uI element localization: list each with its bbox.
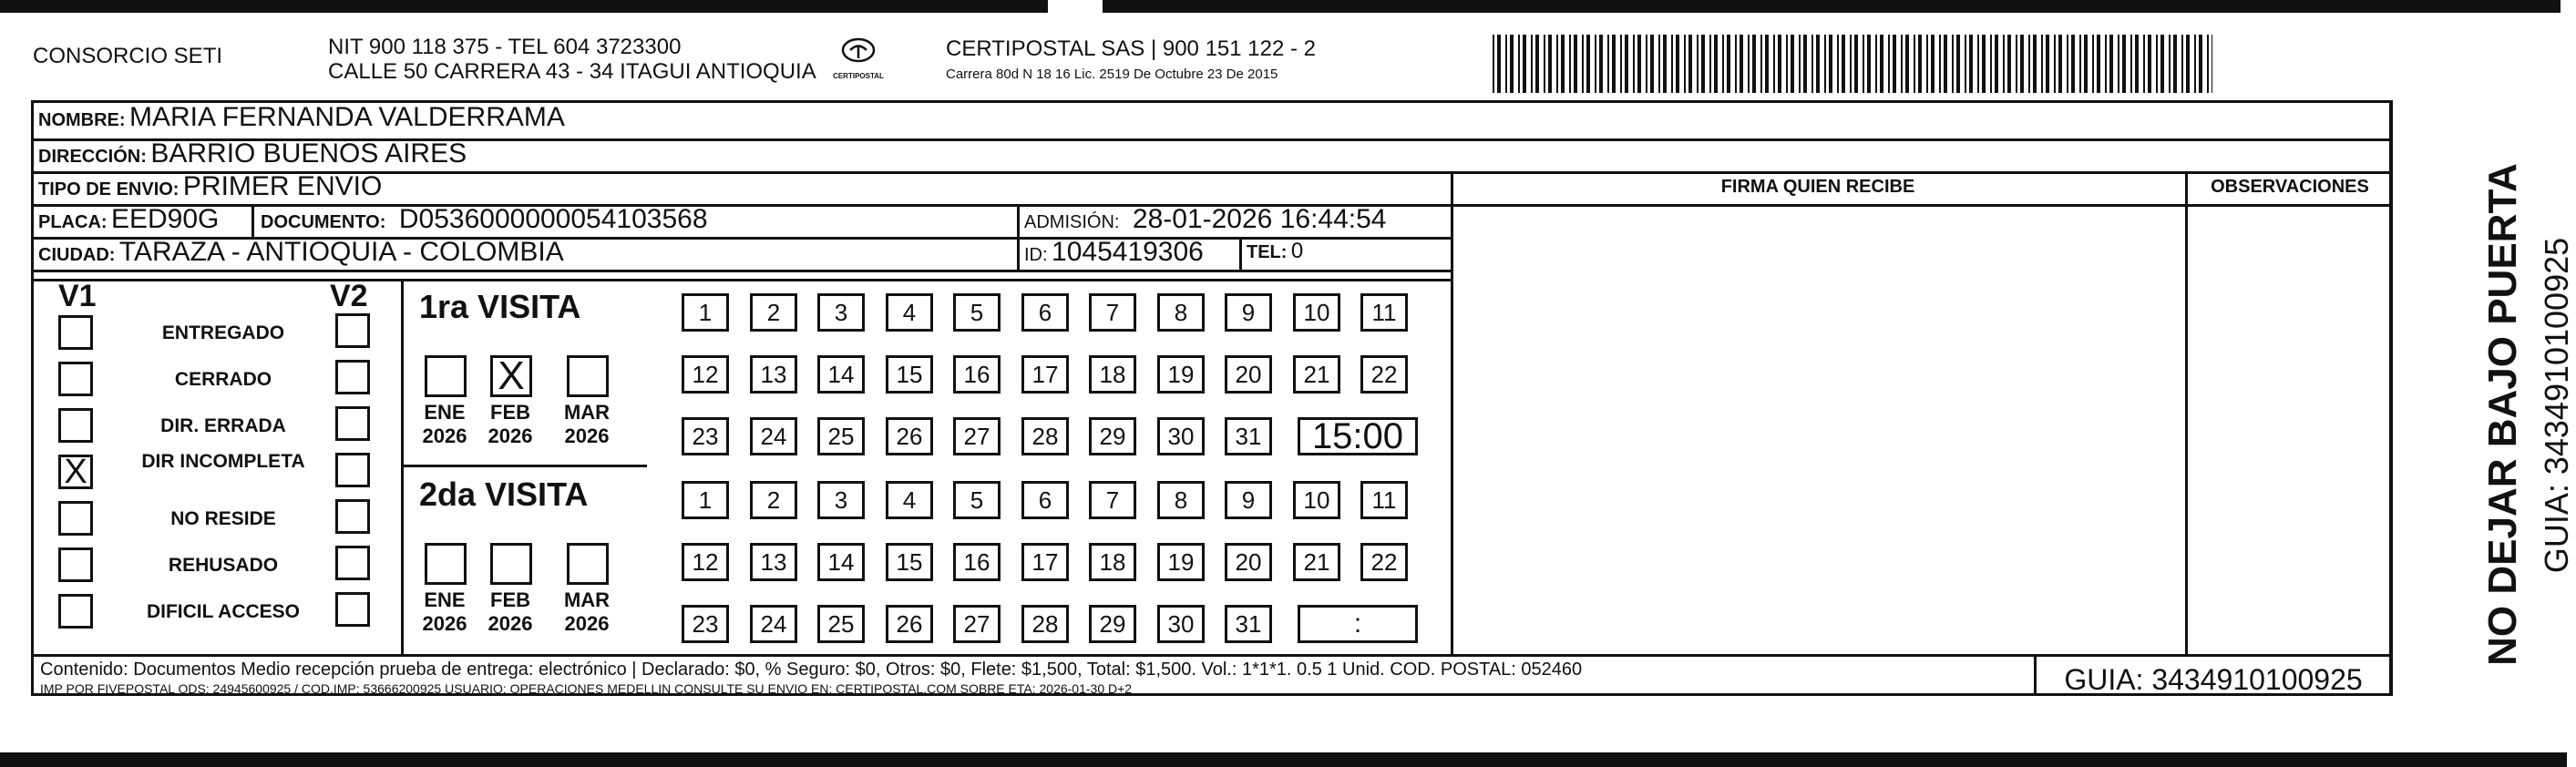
visit1-title: 1ra VISITA	[419, 288, 581, 325]
day-box[interactable]: 11	[1360, 481, 1408, 519]
day-box[interactable]: 19	[1157, 543, 1205, 581]
check-mark-icon: X	[498, 353, 525, 398]
status-v2-checkbox[interactable]	[335, 453, 370, 487]
footer-contenido: Contenido: Documentos Medio recepción prueba de entrega: electrónico | Declarado: $0, % Seguro: $0, Otros: $0, Flete: $1,500, Total: $1,500. Vol.: 1*1*1. 0.5 1 Unid. COD. POSTAL: 052460	[40, 660, 1583, 680]
footer-imp: IMP POR FIVEPOSTAL ODS: 24945600925 / COD.IMP: 53666200925 USUARIO: OPERACIONES MEDELLIN CONSULTE SU ENVIO EN: CERTIPOSTAL.COM SOBRE ETA: 2026-01-30 D+2	[40, 681, 1133, 696]
day-box[interactable]: 13	[750, 543, 797, 581]
tel-row	[1247, 239, 1303, 264]
day-box[interactable]: 25	[817, 417, 865, 455]
day-box[interactable]: 13	[750, 355, 797, 394]
day-box[interactable]: 6	[1021, 481, 1069, 519]
day-box[interactable]: 3	[817, 481, 865, 519]
tipo-value: PRIMER ENVIO	[182, 171, 383, 201]
month-checkbox[interactable]	[490, 355, 532, 397]
v1-header: V1	[58, 279, 97, 313]
col-line	[1451, 171, 1453, 654]
placa-value: EED90G	[111, 204, 220, 234]
day-box[interactable]: 31	[1225, 417, 1272, 455]
month-label	[483, 401, 538, 448]
day-box[interactable]: 19	[1157, 355, 1205, 394]
month-label	[559, 588, 614, 636]
month-year: 2026	[422, 424, 467, 447]
day-box[interactable]: 7	[1089, 293, 1136, 332]
month-checkbox[interactable]	[567, 543, 609, 585]
v2-header: V2	[330, 279, 368, 313]
company-nit-tel: NIT 900 118 375 - TEL 604 3723300	[328, 35, 682, 59]
top-edge-strip-right	[1103, 0, 2561, 13]
day-box[interactable]: 30	[1157, 417, 1205, 455]
day-box[interactable]: 22	[1360, 355, 1408, 394]
month-name: FEB	[490, 588, 530, 611]
tipo-row	[38, 171, 382, 202]
day-box[interactable]: 18	[1089, 355, 1136, 394]
month-name: MAR	[563, 401, 611, 424]
month-label	[483, 588, 538, 636]
month-checkbox[interactable]	[567, 355, 609, 397]
visit2-title: 2da VISITA	[419, 476, 589, 513]
status-label: ENTREGADO	[161, 322, 285, 343]
admision-label: ADMISIÓN:	[1024, 212, 1120, 232]
certipostal-logo	[831, 36, 886, 91]
side-warning: NO DEJAR BAJO PUERTA	[2480, 163, 2525, 666]
day-box[interactable]: 27	[953, 417, 1001, 455]
placa-row	[38, 204, 219, 235]
day-box[interactable]: 16	[953, 543, 1001, 581]
day-box[interactable]: 1	[682, 481, 729, 519]
status-v1-checkbox[interactable]	[58, 408, 93, 443]
status-v1-checkbox[interactable]	[58, 315, 93, 350]
status-label: CERRADO	[174, 369, 272, 390]
visit-divider	[401, 465, 647, 467]
status-label: DIFICIL ACCESO	[146, 601, 300, 622]
month-name: ENE	[424, 588, 466, 611]
month-checkbox[interactable]	[425, 543, 467, 585]
ciudad-value: TARAZA - ANTIOQUIA - COLOMBIA	[118, 237, 564, 267]
footer-line	[31, 654, 2393, 657]
day-box[interactable]: 6	[1021, 293, 1069, 332]
visit1-time[interactable]: 15:00	[1298, 417, 1418, 455]
day-box[interactable]: 11	[1360, 293, 1408, 332]
day-box[interactable]: 26	[886, 417, 933, 455]
admision-row	[1024, 204, 1386, 235]
direccion-label: DIRECCIÓN:	[38, 147, 147, 167]
row-line	[31, 171, 2393, 174]
month-label	[417, 401, 472, 448]
month-year: 2026	[564, 424, 610, 447]
day-box[interactable]: 5	[953, 293, 1001, 332]
status-v2-checkbox[interactable]	[335, 406, 370, 441]
day-box[interactable]: 14	[817, 543, 865, 581]
id-value: 1045419306	[1052, 237, 1204, 267]
day-box[interactable]: 2	[750, 481, 797, 519]
barcode	[1493, 35, 2212, 93]
id-label: ID:	[1024, 245, 1048, 265]
observaciones-header: OBSERVACIONES	[2211, 177, 2369, 197]
tipo-label: TIPO DE ENVIO:	[38, 179, 180, 199]
status-label: DIR. ERRADA	[160, 415, 286, 436]
day-box[interactable]: 29	[1089, 417, 1136, 455]
company-name: CONSORCIO SETI	[33, 44, 223, 68]
status-label: NO RESIDE	[170, 508, 276, 529]
status-v2-checkbox[interactable]	[335, 313, 370, 348]
month-name: FEB	[490, 401, 530, 424]
month-year: 2026	[487, 424, 533, 447]
nombre-row	[38, 102, 565, 133]
placa-label: PLACA:	[38, 212, 108, 232]
nombre-label: NOMBRE:	[38, 110, 126, 130]
carrier-name: CERTIPOSTAL SAS | 900 151 122 - 2	[946, 36, 1316, 61]
day-box[interactable]: 7	[1089, 481, 1136, 519]
status-v1-checkbox[interactable]	[58, 455, 93, 489]
status-v1-checkbox[interactable]	[58, 362, 93, 396]
company-address: CALLE 50 CARRERA 43 - 34 ITAGUI ANTIOQUIA	[328, 59, 816, 84]
day-box[interactable]: 23	[682, 605, 729, 643]
day-box[interactable]: 17	[1021, 355, 1069, 394]
day-box[interactable]: 2	[750, 293, 797, 332]
admision-value: 28-01-2026 16:44:54	[1132, 204, 1387, 234]
bottom-edge-strip	[0, 752, 2567, 767]
day-box[interactable]: 17	[1021, 543, 1069, 581]
day-box[interactable]: 25	[817, 605, 865, 643]
month-checkbox[interactable]	[490, 543, 532, 585]
day-box[interactable]: 22	[1360, 543, 1408, 581]
day-box[interactable]: 9	[1225, 481, 1272, 519]
day-box[interactable]: 10	[1293, 481, 1340, 519]
nombre-value: MARIA FERNANDA VALDERRAMA	[129, 102, 565, 132]
row-line	[31, 279, 1452, 281]
carrier-license: Carrera 80d N 18 16 Lic. 2519 De Octubre 23 De 2015	[946, 66, 1278, 82]
row-line	[31, 270, 1452, 272]
day-box[interactable]: 29	[1089, 605, 1136, 643]
month-year: 2026	[564, 612, 610, 635]
day-box[interactable]: 15	[886, 355, 933, 394]
certipostal-logo-text: CERTIPOSTAL	[833, 72, 884, 80]
visit2-time[interactable]: :	[1298, 605, 1418, 643]
status-v1-checkbox[interactable]	[58, 501, 93, 536]
col-line	[1239, 237, 1242, 270]
col-line	[251, 204, 254, 237]
status-label: REHUSADO	[168, 555, 279, 576]
month-label	[559, 401, 614, 448]
day-box[interactable]: 26	[886, 605, 933, 643]
documento-value: D0536000000054103568	[398, 204, 708, 234]
id-row	[1024, 237, 1204, 268]
month-name: MAR	[563, 588, 611, 611]
day-box[interactable]: 5	[953, 481, 1001, 519]
status-v1-checkbox[interactable]	[58, 547, 93, 582]
day-box[interactable]: 28	[1021, 417, 1069, 455]
day-box[interactable]: 16	[953, 355, 1001, 394]
status-v2-checkbox[interactable]	[335, 360, 370, 394]
side-text	[2398, 128, 2575, 666]
month-name: ENE	[424, 401, 466, 424]
documento-row	[261, 204, 708, 235]
direccion-row	[38, 138, 467, 169]
col-line	[1017, 204, 1020, 270]
side-guia: GUIA: 3434910100925	[2538, 237, 2575, 574]
status-v1-checkbox[interactable]	[58, 594, 93, 629]
day-box[interactable]: 15	[886, 543, 933, 581]
direccion-value: BARRIO BUENOS AIRES	[150, 138, 467, 169]
day-box[interactable]: 18	[1089, 543, 1136, 581]
day-box[interactable]: 24	[750, 417, 797, 455]
month-year: 2026	[422, 612, 467, 635]
month-label	[417, 588, 472, 636]
ciudad-row	[38, 237, 564, 268]
day-box[interactable]: 9	[1225, 293, 1272, 332]
day-box[interactable]: 20	[1225, 543, 1272, 581]
status-v2-checkbox[interactable]	[335, 499, 370, 534]
status-label: DIR INCOMPLETA	[141, 451, 305, 472]
day-box[interactable]: 27	[953, 605, 1001, 643]
status-v2-checkbox[interactable]	[335, 592, 370, 627]
month-checkbox[interactable]	[425, 355, 467, 397]
day-box[interactable]: 10	[1293, 293, 1340, 332]
day-box[interactable]: 20	[1225, 355, 1272, 394]
tel-label: TEL:	[1247, 242, 1288, 262]
day-box[interactable]: 23	[682, 417, 729, 455]
day-box[interactable]: 28	[1021, 605, 1069, 643]
day-box[interactable]: 21	[1293, 543, 1340, 581]
documento-label: DOCUMENTO:	[261, 212, 386, 232]
check-mark-icon: X	[64, 453, 87, 491]
ciudad-label: CIUDAD:	[38, 245, 116, 265]
day-box[interactable]: 3	[817, 293, 865, 332]
tel-value: 0	[1290, 239, 1304, 263]
day-box[interactable]: 14	[817, 355, 865, 394]
certipostal-logo-icon	[840, 36, 877, 67]
day-box[interactable]: 30	[1157, 605, 1205, 643]
day-box[interactable]: 1	[682, 293, 729, 332]
day-box[interactable]: 4	[886, 481, 933, 519]
top-edge-strip	[0, 0, 1048, 13]
day-box[interactable]: 21	[1293, 355, 1340, 394]
day-box[interactable]: 4	[886, 293, 933, 332]
month-year: 2026	[487, 612, 533, 635]
day-box[interactable]: 24	[750, 605, 797, 643]
day-box[interactable]: 12	[682, 543, 729, 581]
col-line	[2185, 171, 2188, 654]
status-v2-checkbox[interactable]	[335, 546, 370, 580]
firma-header: FIRMA QUIEN RECIBE	[1720, 177, 1915, 197]
day-box[interactable]: 31	[1225, 605, 1272, 643]
day-box[interactable]: 12	[682, 355, 729, 394]
footer-guia: GUIA: 3434910100925	[2064, 663, 2363, 696]
day-box[interactable]: 8	[1157, 481, 1205, 519]
day-box[interactable]: 8	[1157, 293, 1205, 332]
